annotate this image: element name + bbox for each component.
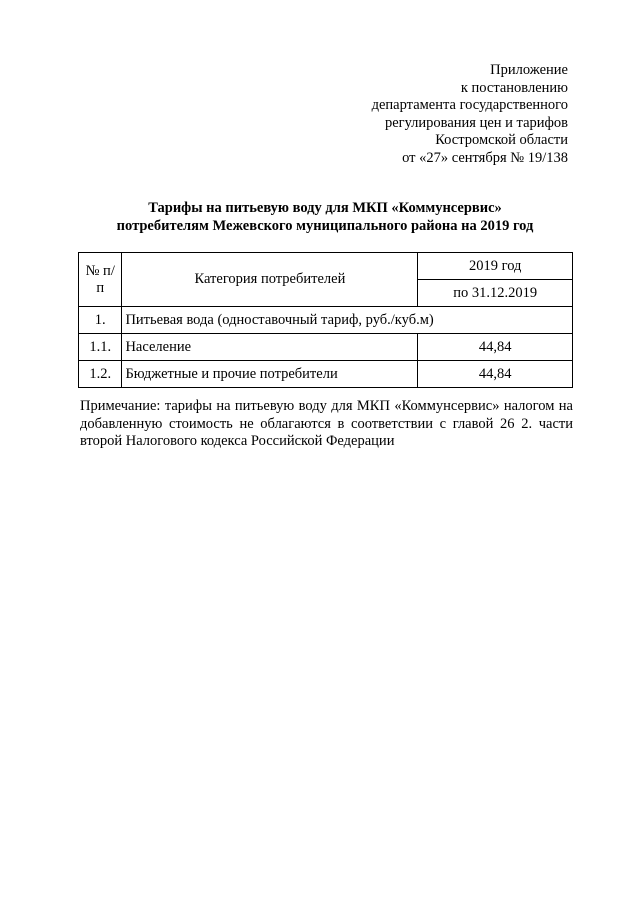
row-category: Питьевая вода (одноставочный тариф, руб./куб.м) (122, 307, 573, 334)
header-year: 2019 год (418, 253, 573, 280)
row-category: Бюджетные и прочие потребители (122, 361, 418, 388)
title-line-2: потребителям Межевского муниципального района на 2019 год (116, 217, 534, 234)
appendix-line: департамента государственного (371, 97, 568, 114)
appendix-line: регулирования цен и тарифов (384, 114, 568, 131)
document-title (78, 200, 572, 235)
row-value: 44,84 (418, 361, 573, 388)
appendix-header (372, 62, 568, 168)
appendix-line: от «27» сентября № 19/138 (402, 149, 568, 166)
row-number: 1.1. (79, 334, 122, 361)
header-category: Категория потребителей (122, 253, 418, 307)
appendix-line: Костромской области (435, 132, 568, 149)
row-number: 1.2. (79, 361, 122, 388)
appendix-line: к постановлению (460, 79, 568, 96)
row-value: 44,84 (418, 334, 573, 361)
appendix-line: Приложение (490, 62, 568, 78)
row-number: 1. (79, 307, 122, 334)
note-text: Примечание: тарифы на питьевую воду для МКП «Коммунсервис» налогом на добавленную стоимость не облагаются в соответствии с главой 26 2. части второй Налогового кодекса Российской Федерации (80, 398, 573, 450)
table-row (79, 307, 573, 334)
table-header-row (79, 253, 573, 280)
title-line-1: Тарифы на питьевую воду для МКП «Коммунсервис» (148, 200, 502, 216)
header-period: по 31.12.2019 (418, 280, 573, 307)
row-category: Население (122, 334, 418, 361)
table-row (79, 334, 573, 361)
header-number: № п/п (79, 253, 122, 307)
tariff-table (78, 252, 573, 388)
table-row (79, 361, 573, 388)
